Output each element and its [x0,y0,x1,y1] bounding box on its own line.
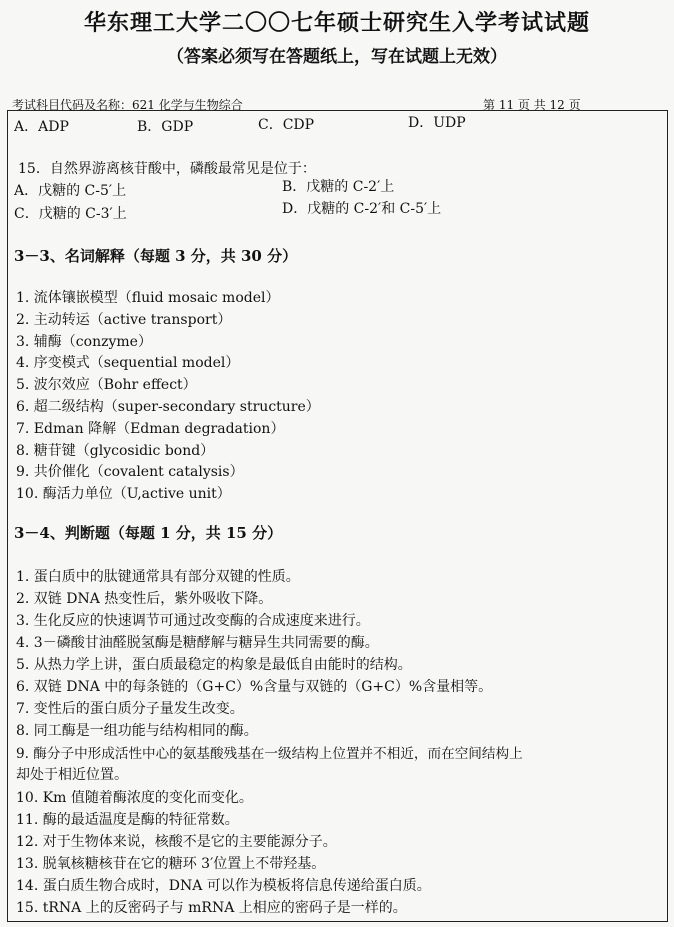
judge-item: 6. 双链 DNA 中的每条链的（G+C）%含量与双链的（G+C）%含量相等。 [16,679,493,695]
judge-item: 7. 变性后的蛋白质分子量发生改变。 [16,701,244,717]
judge-item: 1. 蛋白质中的肽键通常具有部分双键的性质。 [16,569,300,585]
judge-item: 14. 蛋白质生物合成时，DNA 可以作为模板将信息传递给蛋白质。 [16,878,431,894]
term-item: 2. 主动转运（active transport） [16,312,232,328]
prev-option-b: B．GDP [137,119,194,135]
judge-item: 5. 从热力学上讲，蛋白质最稳定的构象是最低自由能时的结构。 [16,657,412,673]
judge-item: 10. Km 值随着酶浓度的变化而变化。 [16,790,253,806]
terms-heading: 3－3、名词解释（每题 3 分，共 30 分） [14,247,298,265]
subject-code: 考试科目代码及名称：621 化学与生物综合 [12,98,243,112]
q15-stem: 15．自然界游离核苷酸中，磷酸最常见是位于： [18,161,316,177]
term-item: 9. 共价催化（covalent catalysis） [16,464,244,480]
term-item: 10. 酶活力单位（U,active unit） [16,486,231,502]
exam-subtitle: （答案必须写在答题纸上，写在试题上无效） [167,47,507,67]
term-item: 6. 超二级结构（super-secondary structure） [16,399,320,415]
q15-option-b: B．戊糖的 C-2′上 [282,179,395,195]
judge-item: 3. 生化反应的快速调节可通过改变酶的合成速度来进行。 [16,613,370,629]
term-item: 3. 辅酶（conzyme） [16,334,152,350]
term-item: 8. 糖苷键（glycosidic bond） [16,443,215,459]
page-number: 第 11 页 共 12 页 [483,98,581,112]
judge-item: 15. tRNA 上的反密码子与 mRNA 上相应的密码子是一样的。 [16,900,407,916]
prev-option-a: A．ADP [14,119,69,135]
q15-option-d: D．戊糖的 C-2′和 C-5′上 [282,201,442,217]
judge-item: 11. 酶的最适温度是酶的特征常数。 [16,812,239,828]
judge-item: 4. 3－磷酸甘油醛脱氢酶是糖酵解与糖异生共同需要的酶。 [16,635,379,651]
judge-heading: 3－4、判断题（每题 1 分，共 15 分） [14,524,283,542]
term-item: 4. 序变模式（sequential model） [16,355,240,371]
judge-item-continuation: 却处于相近位置。 [16,767,128,783]
term-item: 7. Edman 降解（Edman degradation） [16,421,285,437]
q15-option-c: C．戊糖的 C-3′上 [14,206,127,222]
judge-item: 9. 酶分子中形成活性中心的氨基酸残基在一级结构上位置并不相近，而在空间结构上 [16,746,523,762]
judge-item: 8. 同工酶是一组功能与结构相同的酶。 [16,723,258,739]
judge-item: 2. 双链 DNA 热变性后，紫外吸收下降。 [16,591,273,607]
prev-option-d: D．UDP [408,115,466,131]
prev-option-c: C．CDP [258,117,315,133]
term-item: 5. 波尔效应（Bohr effect） [16,377,197,393]
judge-item: 12. 对于生物体来说，核酸不是它的主要能源分子。 [16,834,337,850]
judge-item: 13. 脱氧核糖核苷在它的糖环 3′位置上不带羟基。 [16,856,326,872]
q15-option-a: A．戊糖的 C-5′上 [14,183,127,199]
term-item: 1. 流体镶嵌模型（fluid mosaic model） [16,290,280,306]
exam-title: 华东理工大学二〇〇七年硕士研究生入学考试试题 [83,10,590,36]
